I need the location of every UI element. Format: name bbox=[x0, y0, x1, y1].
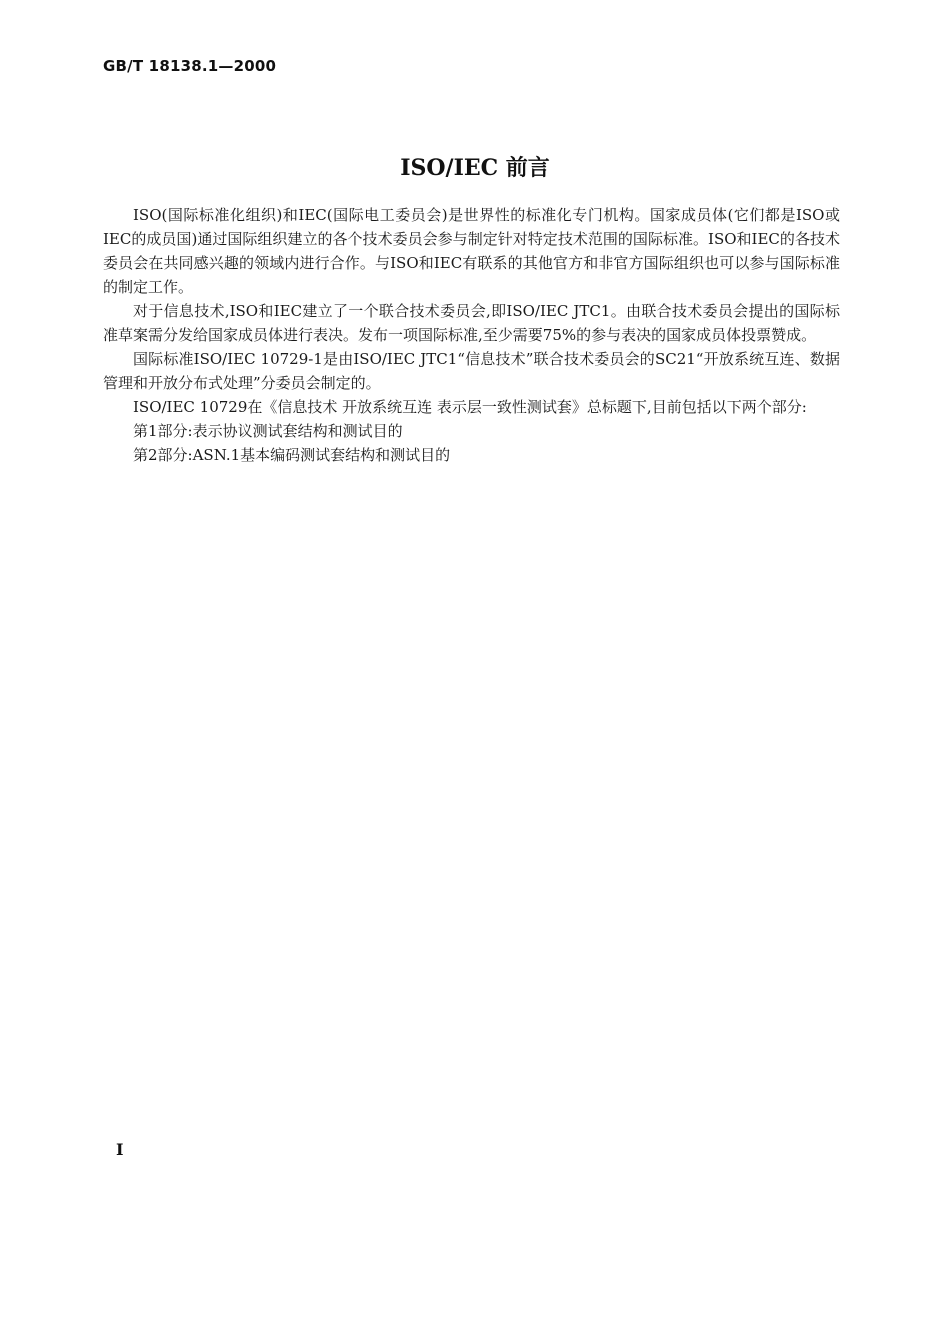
standard-number: GB/T 18138.1—2000 bbox=[103, 57, 277, 75]
paragraph-jtc1: 对于信息技术,ISO和IEC建立了一个联合技术委员会,即ISO/IEC JTC1。由联合技术委员会提出的国际标准草案需分发给国家成员体进行表决。发布一项国际标准,至少需要75%的参与表决的国家成员体投票赞成。 bbox=[103, 302, 840, 344]
page-title: ISO/IEC 前言 bbox=[400, 155, 550, 181]
body-text bbox=[103, 203, 840, 467]
list-item-part-2: 第2部分:ASN.1基本编码测试套结构和测试目的 bbox=[133, 446, 451, 464]
paragraph-organizations: ISO(国际标准化组织)和IEC(国际电工委员会)是世界性的标准化专门机构。国家成员体(它们都是ISO或IEC的成员国)通过国际组织建立的各个技术委员会参与制定针对特定技术范围的国际标准。ISO和IEC的各技术委员会在共同感兴趣的领域内进行合作。与ISO和IEC有联系的其他官方和非官方国际组织也可以参与国际标准的制定工作。 bbox=[103, 206, 840, 296]
paragraph-sc21: 国际标准ISO/IEC 10729-1是由ISO/IEC JTC1“信息技术”联合技术委员会的SC21“开放系统互连、数据管理和开放分布式处理”分委员会制定的。 bbox=[103, 350, 840, 392]
list-item-part-1: 第1部分:表示协议测试套结构和测试目的 bbox=[133, 422, 403, 440]
paragraph-parts-intro: ISO/IEC 10729在《信息技术 开放系统互连 表示层一致性测试套》总标题下,目前包括以下两个部分: bbox=[133, 398, 807, 416]
page-number: I bbox=[116, 1140, 124, 1159]
